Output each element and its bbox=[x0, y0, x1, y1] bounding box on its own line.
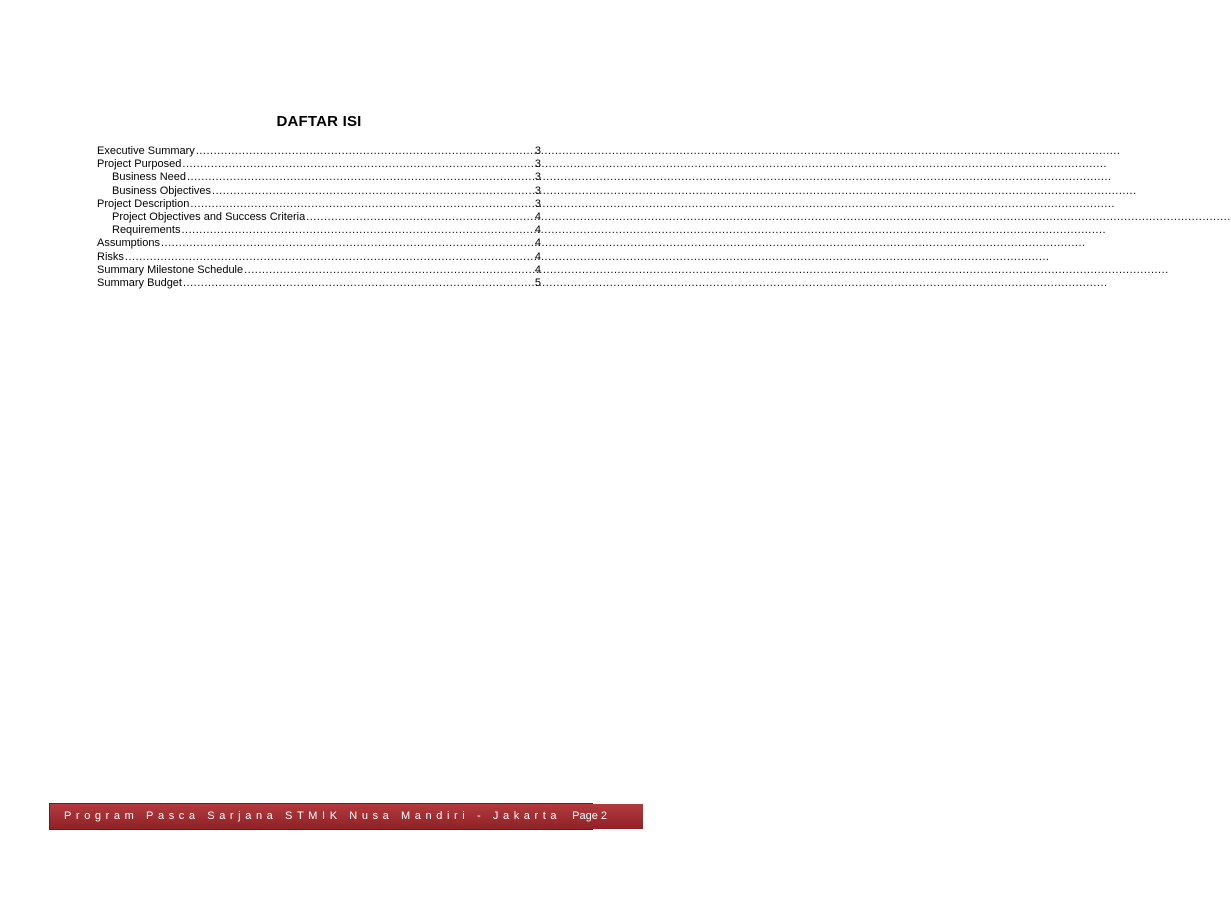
toc-entry-page: 4 bbox=[534, 224, 541, 237]
toc-entry-label: Business Need bbox=[112, 171, 186, 184]
footer-program-text: Program Pasca Sarjana STMIK Nusa Mandiri - Jakarta bbox=[50, 804, 561, 829]
toc-entry-label: Project Purposed bbox=[97, 158, 182, 171]
toc-entry-label: Executive Summary bbox=[97, 145, 195, 157]
toc-entry-project-purposed[interactable] bbox=[97, 158, 547, 171]
toc-entry-executive-summary[interactable] bbox=[97, 145, 547, 158]
toc-entry-page: 3 bbox=[534, 184, 541, 197]
toc-entry-label: Requirements bbox=[112, 224, 181, 237]
toc-entry-label: Business Objectives bbox=[112, 184, 212, 197]
page-title: DAFTAR ISI bbox=[276, 113, 362, 130]
toc-entry-label: Assumptions bbox=[97, 237, 160, 250]
toc-entry-risks[interactable] bbox=[97, 251, 547, 264]
toc-entry-page: 4 bbox=[534, 263, 541, 276]
toc-entry-label: Summary Milestone Schedule bbox=[97, 263, 244, 276]
toc-entry-requirements[interactable] bbox=[97, 224, 547, 237]
toc-entry-label: Project Objectives and Success Criteria bbox=[112, 210, 306, 223]
toc-entry-page: 5 bbox=[534, 276, 541, 289]
toc-dot-leader bbox=[244, 264, 511, 277]
toc-dot-leader bbox=[187, 171, 511, 184]
toc-entry-label: Project Description bbox=[97, 197, 190, 210]
toc-dot-leader bbox=[212, 185, 511, 198]
toc-entry-page: 3 bbox=[534, 145, 541, 157]
toc-entry-summary-budget[interactable] bbox=[97, 277, 547, 290]
toc-entry-assumptions[interactable] bbox=[97, 237, 547, 250]
toc-dot-leader bbox=[182, 158, 511, 171]
toc-entry-page: 4 bbox=[534, 210, 541, 223]
toc-entry-business-need[interactable] bbox=[97, 171, 547, 184]
toc-dot-leader bbox=[190, 198, 511, 211]
toc-entry-page: 4 bbox=[534, 237, 541, 250]
toc-entry-project-description[interactable] bbox=[97, 198, 547, 211]
toc-entry-page: 4 bbox=[534, 250, 541, 263]
page-footer bbox=[49, 803, 608, 830]
toc-entry-page: 3 bbox=[534, 158, 541, 171]
toc-dot-leader bbox=[125, 251, 511, 264]
toc-entry-project-objectives[interactable] bbox=[97, 211, 547, 224]
toc-entry-page: 3 bbox=[534, 171, 541, 184]
toc-entry-label: Risks bbox=[97, 250, 124, 263]
toc-dot-leader bbox=[196, 145, 511, 158]
toc-dot-leader bbox=[183, 277, 511, 290]
toc-dot-leader bbox=[181, 224, 511, 237]
table-of-contents bbox=[97, 145, 547, 290]
toc-entry-summary-milestone-schedule[interactable] bbox=[97, 264, 547, 277]
toc-dot-leader bbox=[306, 211, 511, 224]
footer-page-number: Page 2 bbox=[561, 804, 643, 829]
toc-entry-label: Summary Budget bbox=[97, 276, 182, 289]
toc-entry-page: 3 bbox=[534, 197, 541, 210]
toc-entry-business-objectives[interactable] bbox=[97, 185, 547, 198]
toc-dot-leader bbox=[161, 237, 511, 250]
